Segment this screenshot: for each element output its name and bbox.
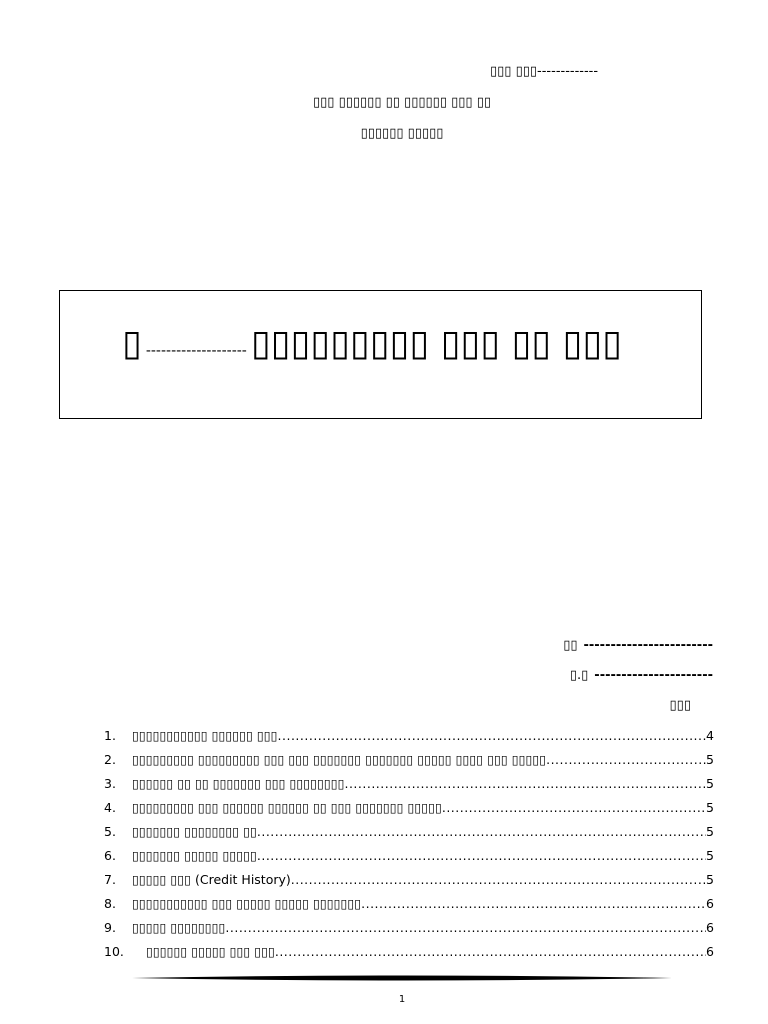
toc-number: 5. [104,824,116,839]
footer-divider [132,972,672,984]
toc-entry[interactable] [104,848,714,872]
toc-page: 5 [706,800,714,815]
toc-leader [225,920,706,935]
toc-leader [291,872,706,887]
toc-entry[interactable] [104,776,714,800]
name-blank: ------------------------ [583,638,713,653]
toc-title: ▯▯▯▯▯▯▯▯▯ ▯▯▯▯▯▯▯▯▯ ▯▯▯ ▯▯▯ ▯▯▯▯▯▯▯ ▯▯▯▯▯▯▯ ▯▯▯▯▯ ▯▯▯▯ ▯▯▯ ▯▯▯▯▯ [132,752,547,767]
toc-title: ▯▯▯▯▯▯ ▯▯ ▯▯ ▯▯▯▯▯▯▯ ▯▯▯ ▯▯▯▯▯▯▯▯ [132,776,345,791]
name-line [563,638,713,653]
document-title [122,323,622,364]
title-main: ▯▯▯▯▯▯▯▯▯ ▯▯▯ ▯▯ ▯▯▯ [250,323,622,364]
toc-leader [275,944,706,959]
toc-number: 10. [104,944,124,959]
toc-entry[interactable] [104,920,714,944]
toc-leader [257,824,706,839]
unit-line: ▯▯▯▯▯▯ ▯▯▯▯▯ [360,126,444,141]
toc-leader [344,776,706,791]
toc-entry[interactable] [104,752,714,776]
toc-number: 8. [104,896,116,911]
toc-page: 6 [706,944,714,959]
toc-entry[interactable] [104,872,714,896]
toc-leader [442,800,706,815]
toc-title: ▯▯▯▯▯▯▯▯▯ ▯▯▯ ▯▯▯▯▯▯ ▯▯▯▯▯▯ ▯▯ ▯▯▯ ▯▯▯▯▯▯▯ ▯▯▯▯▯ [132,800,442,815]
toc-page: 5 [706,752,714,767]
date-label: ▯.▯ [569,668,589,683]
toc-entry[interactable] [104,944,714,968]
toc-title: ▯▯▯▯▯▯▯ ▯▯▯▯▯ ▯▯▯▯▯ [132,848,257,863]
toc-title: ▯▯▯▯▯ ▯▯▯▯▯▯▯▯ [132,920,226,935]
toc-number: 4. [104,800,116,815]
toc-leader [257,848,706,863]
toc-page: 5 [706,848,714,863]
contents-heading: ▯▯▯ [669,698,691,713]
name-label: ▯▯ [563,638,578,653]
toc-title: ▯▯▯▯▯▯▯▯▯▯▯ ▯▯▯▯▯▯ ▯▯▯ [132,728,278,743]
toc-page: 5 [706,824,714,839]
toc-number: 6. [104,848,116,863]
toc-number: 1. [104,728,116,743]
toc-page: 5 [706,776,714,791]
table-of-contents [104,728,714,968]
toc-entry[interactable] [104,728,714,752]
department-line: ▯▯▯ ▯▯▯▯▯▯ ▯▯ ▯▯▯▯▯▯ ▯▯▯ ▯▯ [312,95,492,110]
date-blank: ---------------------- [594,668,713,683]
toc-title: ▯▯▯▯▯▯▯ ▯▯▯▯▯▯▯▯ ▯▯ [132,824,257,839]
toc-title: ▯▯▯▯▯▯▯▯▯▯▯ ▯▯▯ ▯▯▯▯▯ ▯▯▯▯▯ ▯▯▯▯▯▯▯ [132,896,362,911]
title-box [59,290,702,419]
toc-number: 9. [104,920,116,935]
page-number: 1 [398,994,406,1005]
toc-title: ▯▯▯▯▯ ▯▯▯ (Credit History) [132,872,291,887]
toc-page: 5 [706,872,714,887]
toc-leader [546,752,706,767]
toc-number: 2. [104,752,116,767]
toc-page: 6 [706,920,714,935]
title-prefix: ▯ [122,323,142,364]
toc-leader [278,728,707,743]
toc-page: 6 [706,896,714,911]
toc-leader [361,896,706,911]
toc-entry[interactable] [104,800,714,824]
title-blank: -------------------- [145,343,247,359]
toc-entry[interactable] [104,824,714,848]
toc-number: 7. [104,872,116,887]
toc-entry[interactable] [104,896,714,920]
toc-number: 3. [104,776,116,791]
date-line [570,668,713,683]
reference-number: ▯▯▯ ▯▯▯------------- [490,64,599,79]
toc-title: ▯▯▯▯▯▯ ▯▯▯▯▯ ▯▯▯ ▯▯▯ [146,944,275,959]
toc-page: 4 [706,728,714,743]
